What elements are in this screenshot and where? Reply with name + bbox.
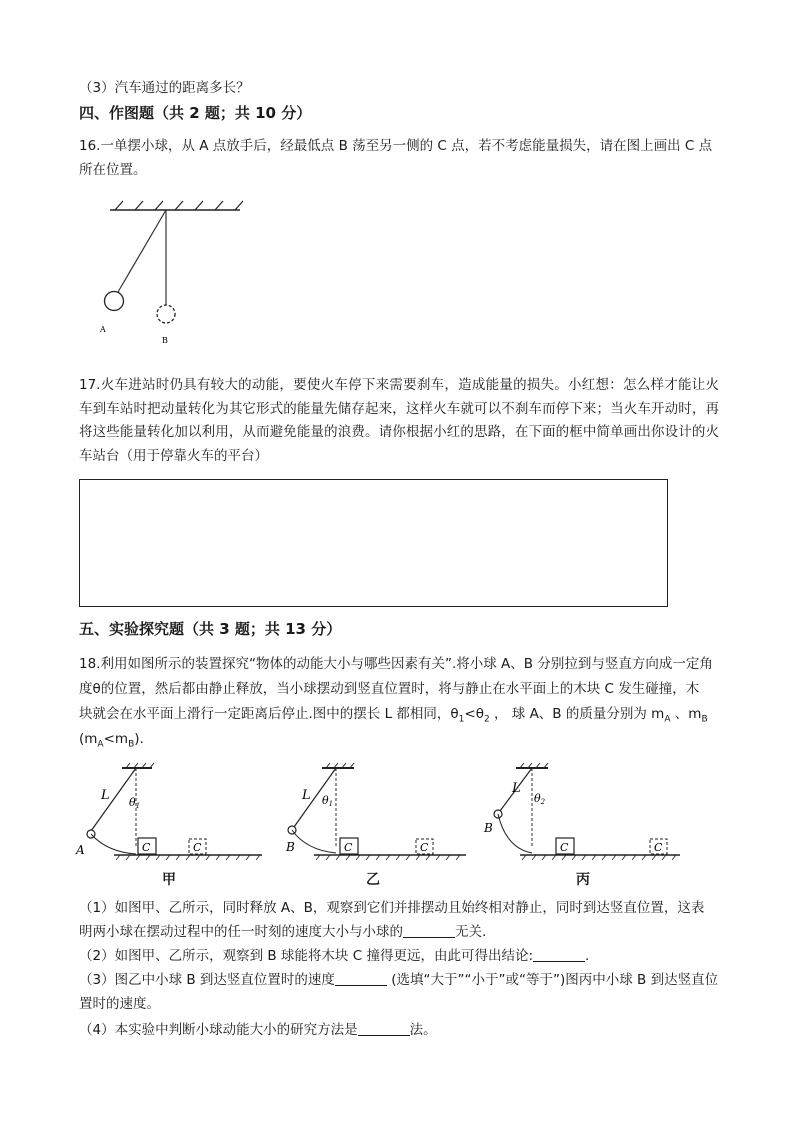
svg-text:C: C <box>420 841 429 854</box>
q18-p3-line2: 置时的速度。 <box>79 996 160 1012</box>
ball-b-dashed <box>157 305 175 323</box>
label-L: L <box>101 788 110 803</box>
q18-p4: （4）本实验中判断小球动能大小的研究方法是 法。 <box>79 1022 437 1038</box>
figure-yi <box>274 758 474 883</box>
label-L: L <box>302 788 311 803</box>
label-b: B <box>162 336 168 345</box>
blank-p2[interactable] <box>533 947 585 962</box>
q18-p1-line1: （1）如图甲、乙所示，同时释放 A、B，观察到它们并排摆动且始终相对静止，同时到达竖直位置，这表 <box>79 900 705 916</box>
label-theta: θ1 <box>322 794 334 808</box>
section4-heading: 四、作图题（共 2 题；共 10 分） <box>79 104 312 122</box>
label-theta: θ1 <box>129 796 141 810</box>
q18-p3-line1: （3）图乙中小球 B 到达竖直位置时的速度 (选填“大于”“小于”或“等于”)图丙中小球 B 到达竖直位 <box>79 972 719 988</box>
ceiling-hatch <box>115 201 243 210</box>
drawing-answer-box[interactable] <box>79 479 668 607</box>
blank-p4[interactable] <box>358 1021 410 1036</box>
q18-line1: 18.利用如图所示的装置探究“物体的动能大小与哪些因素有关”.将小球 A、B 分别拉到与竖直方向成一定角 <box>79 656 713 672</box>
q18-line2: 度θ的位置，然后都由静止释放，当小球摆动到竖直位置时，将与静止在水平面上的木块 C 发生碰撞，木 <box>79 681 700 697</box>
q16-line2: 所在位置。 <box>79 162 147 178</box>
label-L: L <box>512 781 521 796</box>
label-ball: A <box>76 843 85 857</box>
q17-text: 17.火车进站时仍具有较大的动能，要使火车停下来需要刹车，造成能量的损失。小红想：怎么样才能让火车到车站时把动量转化为其它形式的能量先储存起来，这样火车就可以不刹车而停下来；当火车开动时，再将这些能量转化加以利用，从而避免能量的浪费。请你根据小红的思路，在下面的框中简单画出你设计的火车站台（用于停靠火车的平台） <box>79 377 719 464</box>
label-ball: B <box>286 840 295 854</box>
label-theta: θ2 <box>534 792 546 806</box>
svg-text:C: C <box>193 841 202 854</box>
pendulum-string-a <box>118 210 166 292</box>
q18-p1-line2: 明两小球在摆动过程中的任一时刻的速度大小与小球的 无关. <box>79 924 487 940</box>
q15-part3: （3）汽车通过的距离多长？ <box>79 80 250 96</box>
q18-line3: 块就会在水平面上滑行一定距离后停止.图中的摆长 L 都相同，$\theta_1<\theta_2$ ， 球 A、B 的质量分别为 $m_A$ 、$m_B$ <box>79 706 708 725</box>
q18-mass-relation: $(m_A<m_B)$. <box>79 731 144 750</box>
figure-jia <box>72 758 272 883</box>
label-a: A <box>100 325 106 334</box>
caption-bing: 丙 <box>576 872 590 888</box>
blank-p1[interactable] <box>403 923 455 938</box>
ball-a <box>105 292 124 311</box>
caption-jia: 甲 <box>162 872 176 888</box>
svg-text:C: C <box>142 841 151 854</box>
pendulum-figure <box>90 195 250 355</box>
svg-text:C: C <box>654 841 663 854</box>
figure-bing <box>476 758 686 883</box>
label-ball: B <box>484 821 493 835</box>
section5-heading: 五、实验探究题（共 3 题；共 13 分） <box>79 620 342 638</box>
q18-p2: （2）如图甲、乙所示，观察到 B 球能将木块 C 撞得更远，由此可得出结论: . <box>79 948 590 964</box>
svg-text:C: C <box>344 841 353 854</box>
q16-line1: 16.一单摆小球，从 A 点放手后，经最低点 B 荡至另一侧的 C 点，若不考虑能量损失，请在图上画出 C 点 <box>79 138 713 154</box>
svg-text:C: C <box>560 841 569 854</box>
blank-p3[interactable] <box>335 971 387 986</box>
caption-yi: 乙 <box>366 872 380 888</box>
